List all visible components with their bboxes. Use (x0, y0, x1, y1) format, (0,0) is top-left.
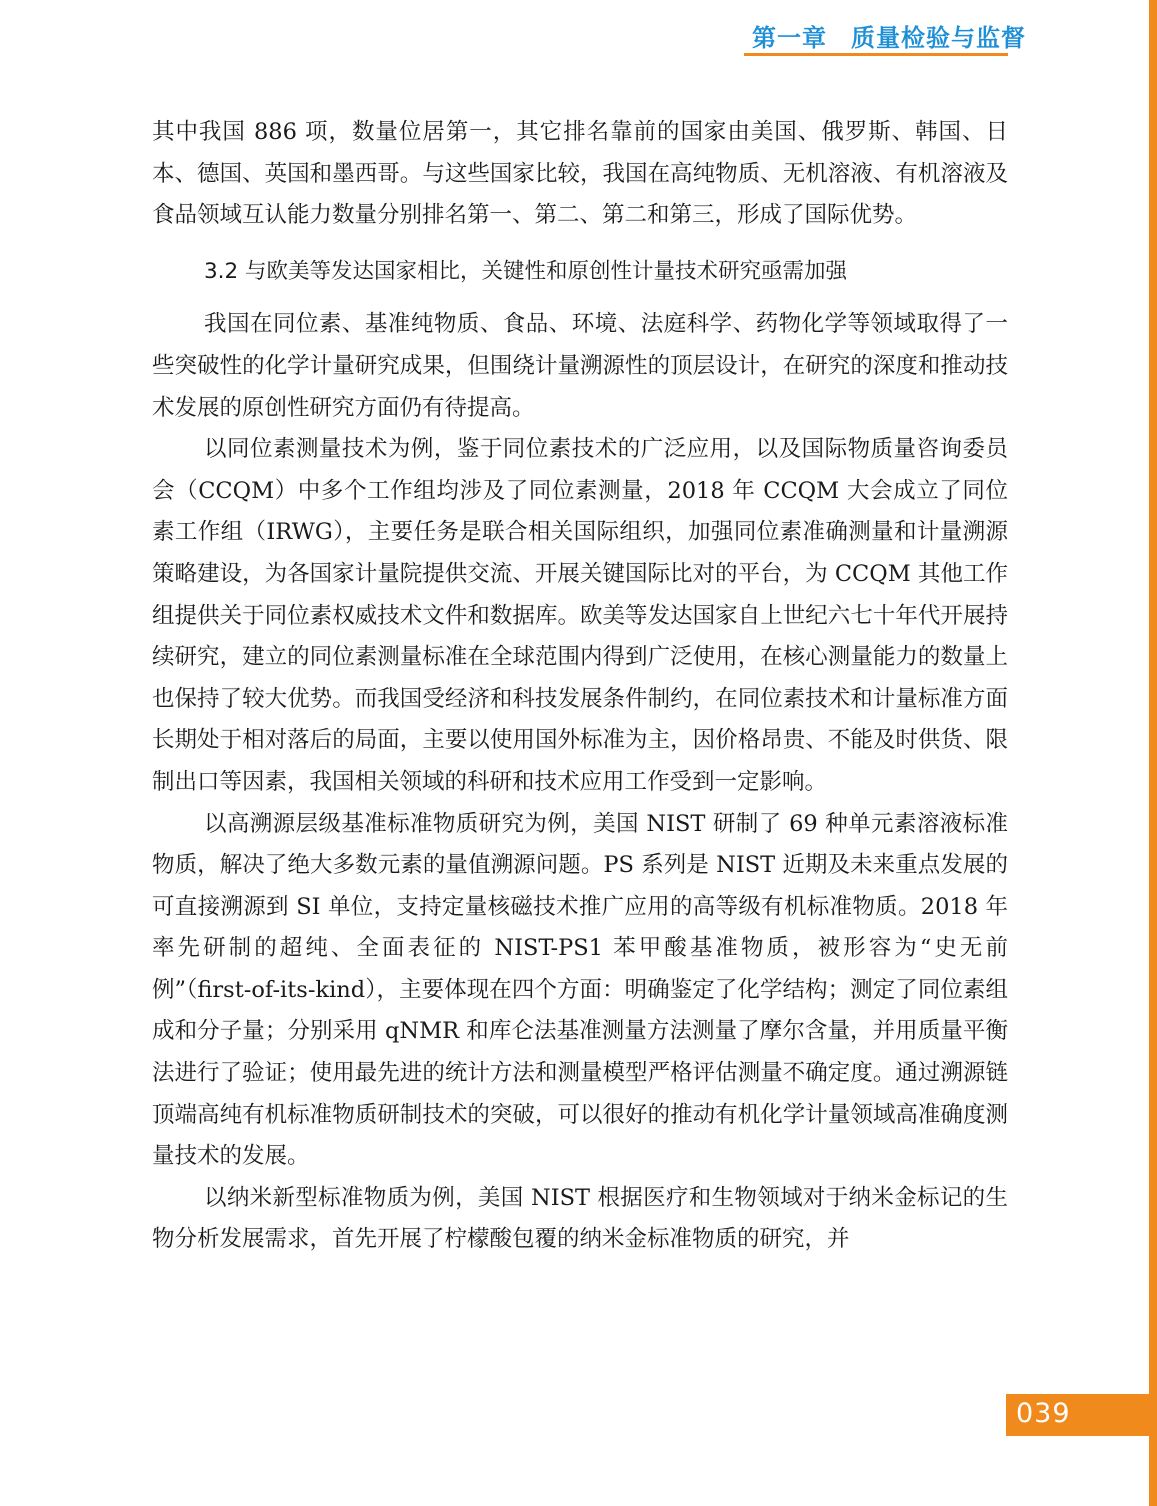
body-text (152, 112, 1008, 1261)
chapter-number: 第一章 (752, 24, 827, 52)
chapter-title (752, 18, 1026, 53)
paragraph: 以高溯源层级基准标准物质研究为例，美国 NIST 研制了 69 种单元素溶液标准物质，解决了绝大多数元素的量值溯源问题。PS 系列是 NIST 近期及未来重点发展的可直接溯源到 SI 单位，支持定量核磁技术推广应用的高等级有机标准物质。2018 年率先研制的超纯、全面表征的 NIST-PS1 苯甲酸基准物质，被形容为“史无前例”（first-of-its-kind），主要体现在四个方面：明确鉴定了化学结构；测定了同位素组成和分子量；分别采用 qNMR 和库仑法基准测量方法测量了摩尔含量，并用质量平衡法进行了验证；使用最先进的统计方法和测量模型严格评估测量不确定度。通过溯源链顶端高纯有机标准物质研制技术的突破，可以很好的推动有机化学计量领域高准确度测量技术的发展。 (152, 810, 1008, 1170)
page-edge-bar (1149, 0, 1157, 1506)
page-number: 039 (1016, 1398, 1071, 1429)
chapter-header (744, 16, 1026, 56)
paragraph-continuation: 其中我国 886 项，数量位居第一，其它排名靠前的国家由美国、俄罗斯、韩国、日本、德国、英国和墨西哥。与这些国家比较，我国在高纯物质、无机溶液、有机溶液及食品领域互认能力数量分别排名第一、第二、第二和第三，形成了国际优势。 (152, 119, 1008, 229)
paragraph: 以同位素测量技术为例，鉴于同位素技术的广泛应用，以及国际物质量咨询委员会（CCQM）中多个工作组均涉及了同位素测量，2018 年 CCQM 大会成立了同位素工作组（IRWG），主要任务是联合相关国际组织，加强同位素准确测量和计量溯源策略建设，为各国家计量院提供交流、开展关键国际比对的平台，为 CCQM 其他工作组提供关于同位素权威技术文件和数据库。欧美等发达国家自上世纪六七十年代开展持续研究，建立的同位素测量标准在全球范围内得到广泛使用，在核心测量能力的数量上也保持了较大优势。而我国受经济和科技发展条件制约，在同位素技术和计量标准方面长期处于相对落后的局面，主要以使用国外标准为主，因价格昂贵、不能及时供货、限制出口等因素，我国相关领域的科研和技术应用工作受到一定影响。 (152, 436, 1008, 795)
header-underline (744, 53, 1008, 56)
section-heading-3-2: 3.2 与欧美等发达国家相比，关键性和原创性计量技术研究亟需加强 (204, 258, 848, 284)
paragraph: 我国在同位素、基准纯物质、食品、环境、法庭科学、药物化学等领域取得了一些突破性的化学计量研究成果，但围绕计量溯源性的顶层设计，在研究的深度和推动技术发展的原创性研究方面仍有待提高。 (152, 311, 1008, 421)
page-number-badge (1006, 1394, 1149, 1436)
paragraph: 以纳米新型标准物质为例，美国 NIST 根据医疗和生物领域对于纳米金标记的生物分析发展需求，首先开展了柠檬酸包覆的纳米金标准物质的研究，并 (152, 1184, 1008, 1253)
chapter-name: 质量检验与监督 (851, 24, 1026, 52)
